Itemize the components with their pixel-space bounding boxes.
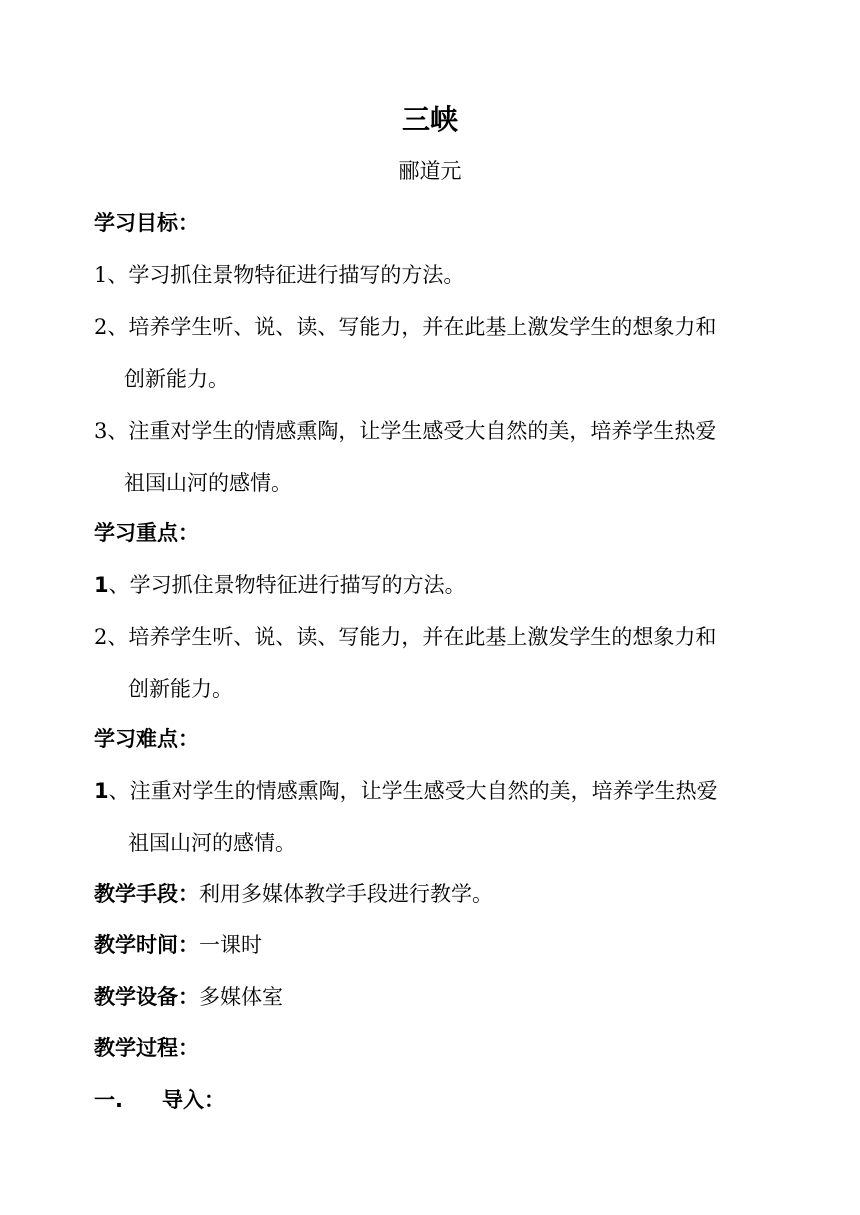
item-text: 、学习抓住景物特征进行描写的方法。 (107, 263, 465, 287)
teaching-time (94, 927, 262, 963)
item-number: 2 (94, 315, 108, 339)
item-number: 1 (94, 573, 109, 597)
key-point-item-2 (94, 619, 716, 655)
difficulty-item-1-continuation: 祖国山河的感情。 (128, 831, 296, 855)
key-points-heading: 学习重点： (94, 521, 199, 545)
objective-item-3 (94, 413, 716, 449)
item-number: 1 (94, 263, 108, 287)
item-text: 、注重对学生的情感熏陶，让学生感受大自然的美，培养学生热爱 (108, 779, 718, 803)
step-1-heading (94, 1082, 225, 1118)
objective-item-1 (94, 257, 464, 293)
teaching-means-value: 利用多媒体教学手段进行教学。 (199, 882, 493, 906)
step-number: 一. (94, 1088, 123, 1112)
teaching-means-label: 教学手段： (94, 882, 199, 906)
item-text: 、注重对学生的情感熏陶，让学生感受大自然的美，培养学生热爱 (107, 419, 717, 443)
key-point-item-1 (94, 567, 466, 603)
teaching-equipment-label: 教学设备： (94, 985, 199, 1009)
item-number: 1 (94, 779, 109, 803)
document-title: 三峡 (401, 103, 458, 136)
difficulties-heading: 学习难点： (94, 727, 199, 751)
step-label: 导入： (162, 1088, 225, 1112)
item-text: 、培养学生听、说、读、写能力，并在此基上激发学生的想象力和 (107, 625, 717, 649)
teaching-equipment-value: 多媒体室 (199, 985, 283, 1009)
item-text: 、培养学生听、说、读、写能力，并在此基上激发学生的想象力和 (107, 315, 717, 339)
teaching-time-label: 教学时间： (94, 933, 199, 957)
objective-item-3-continuation: 祖国山河的感情。 (124, 471, 292, 495)
item-text: 、学习抓住景物特征进行描写的方法。 (108, 573, 466, 597)
teaching-means (94, 876, 493, 912)
process-heading: 教学过程： (94, 1036, 199, 1060)
teaching-time-value: 一课时 (199, 933, 262, 957)
teaching-equipment (94, 979, 283, 1015)
key-point-item-2-continuation: 创新能力。 (128, 677, 233, 701)
item-number: 3 (94, 419, 108, 443)
objectives-heading: 学习目标： (94, 211, 199, 235)
document-author: 郦道元 (398, 159, 462, 183)
difficulty-item-1 (94, 773, 718, 809)
objective-item-2 (94, 309, 716, 345)
item-number: 2 (94, 625, 108, 649)
objective-item-2-continuation: 创新能力。 (124, 367, 229, 391)
